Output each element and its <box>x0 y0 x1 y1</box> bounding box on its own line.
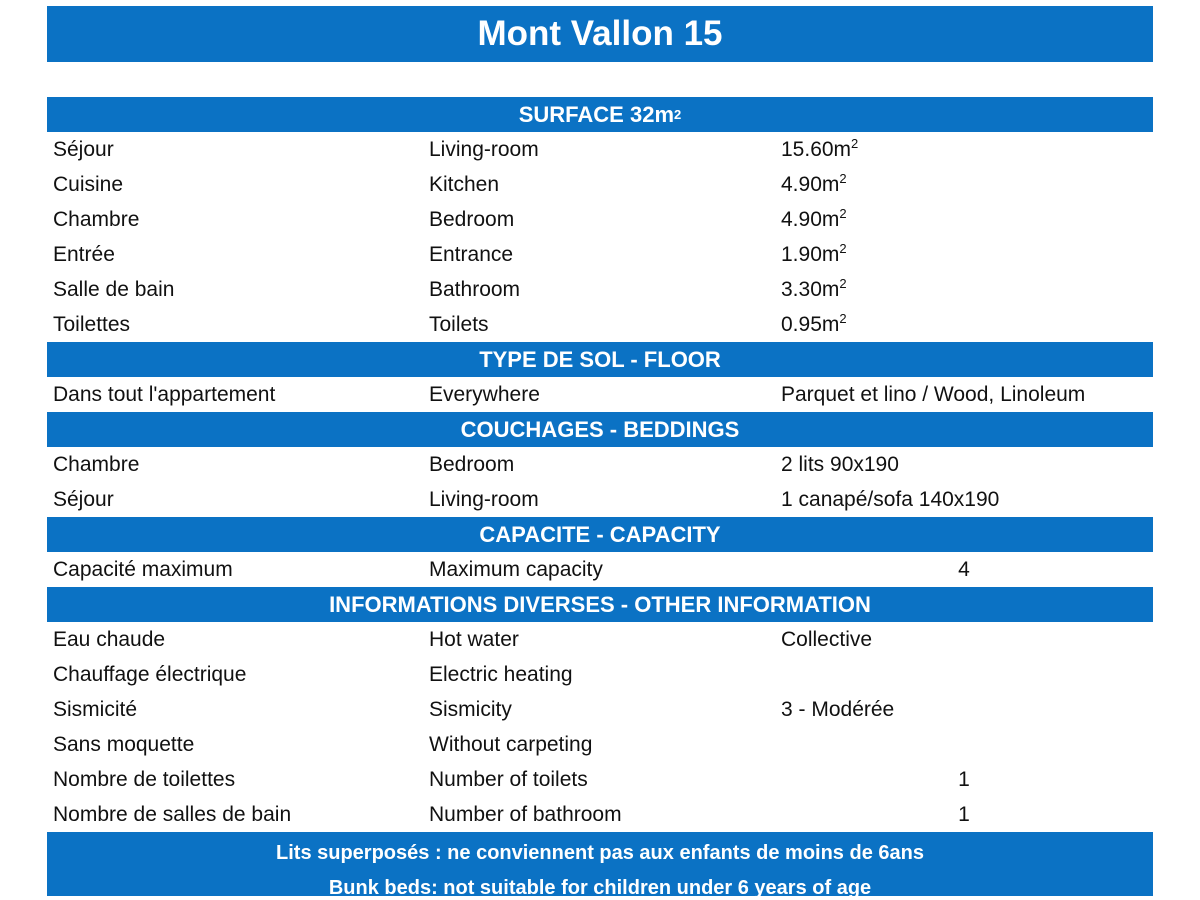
row-label-en: Without carpeting <box>429 732 593 756</box>
surface-header-text: SURFACE 32m <box>518 101 675 127</box>
notice-line-en: Bunk beds: not suitable for children under 6 years of age <box>328 877 872 899</box>
table-row <box>47 692 1153 727</box>
row-value <box>775 313 1153 337</box>
table-row <box>47 622 1153 657</box>
row-value: 1 canapé/sofa 140x190 <box>781 487 1000 511</box>
row-value <box>775 208 1153 232</box>
row-label-en: Bedroom <box>429 207 515 231</box>
row-label-en: Bathroom <box>429 277 521 301</box>
area-value: 4.90m <box>781 172 840 196</box>
area-value: 1.90m <box>781 242 840 266</box>
table-row <box>47 762 1153 797</box>
table-row <box>47 167 1153 202</box>
notice-line-fr: Lits superposés : ne conviennent pas aux enfants de moins de 6ans <box>276 842 924 864</box>
row-label-fr: Cuisine <box>53 172 124 196</box>
row-label-en: Toilets <box>429 312 489 336</box>
row-label-en: Bedroom <box>429 452 515 476</box>
area-value: 3.30m <box>781 277 840 301</box>
row-value <box>775 173 1153 197</box>
row-value <box>775 243 1153 267</box>
row-label-en: Entrance <box>429 242 514 266</box>
area-unit-sup: 2 <box>839 207 847 221</box>
other-info-section-header: INFORMATIONS DIVERSES - OTHER INFORMATION <box>47 587 1153 622</box>
surface-section-header: SURFACE 32m 2 <box>47 97 1153 132</box>
row-value: 4 <box>958 557 970 581</box>
row-label-en: Living-room <box>429 487 539 511</box>
table-row <box>47 377 1153 412</box>
area-unit-sup: 2 <box>839 172 847 186</box>
area-unit-sup: 2 <box>851 137 859 151</box>
row-label-fr: Chambre <box>53 207 140 231</box>
bunk-bed-notice <box>47 832 1153 899</box>
spec-table <box>47 97 1153 899</box>
row-value <box>775 278 1153 302</box>
table-row <box>47 552 1153 587</box>
row-label-fr: Sismicité <box>53 697 138 721</box>
area-value: 15.60m <box>781 137 852 161</box>
row-label-fr: Entrée <box>53 242 115 266</box>
area-unit-sup: 2 <box>839 277 847 291</box>
row-label-fr: Sans moquette <box>53 732 195 756</box>
table-row <box>47 657 1153 692</box>
beddings-section-header: COUCHAGES - BEDDINGS <box>47 412 1153 447</box>
row-label-fr: Séjour <box>53 487 114 511</box>
table-row <box>47 482 1153 517</box>
row-label-fr: Chauffage électrique <box>53 662 247 686</box>
table-row <box>47 727 1153 762</box>
row-label-en: Hot water <box>429 627 519 651</box>
capacity-section-header: CAPACITE - CAPACITY <box>47 517 1153 552</box>
row-label-fr: Toilettes <box>53 312 131 336</box>
row-label-fr: Séjour <box>53 137 114 161</box>
row-label-fr: Chambre <box>53 452 140 476</box>
table-row <box>47 447 1153 482</box>
table-row <box>47 797 1153 832</box>
row-label-en: Number of toilets <box>429 767 588 791</box>
row-label-fr: Salle de bain <box>53 277 175 301</box>
row-value: 2 lits 90x190 <box>781 452 899 476</box>
row-label-en: Number of bathroom <box>429 802 622 826</box>
row-value: 3 - Modérée <box>781 697 895 721</box>
table-row <box>47 307 1153 342</box>
table-row <box>47 237 1153 272</box>
table-row <box>47 132 1153 167</box>
row-value: Parquet et lino / Wood, Linoleum <box>781 382 1086 406</box>
row-label-fr: Nombre de salles de bain <box>53 802 292 826</box>
table-row <box>47 272 1153 307</box>
row-label-en: Kitchen <box>429 172 500 196</box>
row-label-en: Maximum capacity <box>429 557 603 581</box>
row-label-en: Electric heating <box>429 662 573 686</box>
floor-section-header: TYPE DE SOL - FLOOR <box>47 342 1153 377</box>
row-label-fr: Dans tout l'appartement <box>53 382 276 406</box>
row-label-fr: Nombre de toilettes <box>53 767 236 791</box>
row-value <box>775 138 1153 162</box>
area-unit-sup: 2 <box>839 312 847 326</box>
table-row <box>47 202 1153 237</box>
row-value: Collective <box>781 627 873 651</box>
area-value: 0.95m <box>781 312 840 336</box>
row-value: 1 <box>958 767 970 791</box>
row-label-fr: Capacité maximum <box>53 557 233 581</box>
row-label-fr: Eau chaude <box>53 627 166 651</box>
area-value: 4.90m <box>781 207 840 231</box>
row-label-en: Living-room <box>429 137 539 161</box>
page-title: Mont Vallon 15 <box>47 6 1153 62</box>
row-label-en: Sismicity <box>429 697 512 721</box>
row-value: 1 <box>958 802 970 826</box>
area-unit-sup: 2 <box>839 242 847 256</box>
row-label-en: Everywhere <box>429 382 540 406</box>
